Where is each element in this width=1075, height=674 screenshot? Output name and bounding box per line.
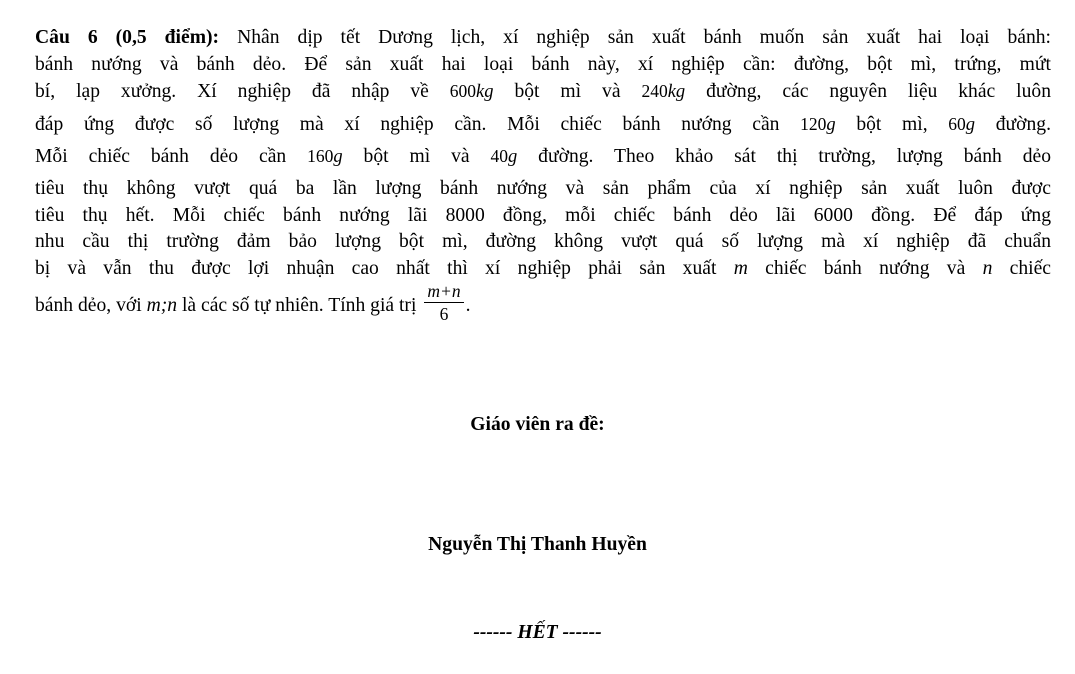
fraction-expression xyxy=(424,280,463,325)
question-line: bí, lạp xưởng. Xí nghiệp đã nhập về 600kg bột mì và 240kg đường, các nguyên liệu khác luôn xyxy=(35,81,1052,103)
question-line: Câu 6 (0,5 điểm): Nhân dịp tết Dương lịch, xí nghiệp sản xuất bánh muốn sản xuất hai loại bánh: xyxy=(35,27,1051,48)
fraction-denominator: 6 xyxy=(439,304,449,325)
teacher-name: Nguyễn Thị Thanh Huyền xyxy=(428,534,647,555)
question-line: bánh dẻo, với m;n là các số tự nhiên. Tính giá trị $\frac{m+n}{6}$ . xyxy=(35,281,471,325)
question-line: bị và vẫn thu được lợi nhuận cao nhất thì xí nghiệp phải sản xuất m chiếc bánh nướng và n chiếc xyxy=(35,257,1051,279)
end-mark: ------ HẾT ------ xyxy=(473,622,602,643)
question-line: tiêu thụ hết. Mỗi chiếc bánh nướng lãi 8000 đồng, mỗi chiếc bánh dẻo lãi 6000 đồng. Để đáp ứng xyxy=(35,204,1051,226)
question-line: bánh nướng và bánh dẻo. Để sản xuất hai loại bánh này, xí nghiệp cần: đường, bột mì, trứng, mứt xyxy=(35,53,1051,75)
question-line: Mỗi chiếc bánh dẻo cần 160g bột mì và 40g đường. Theo khảo sát thị trường, lượng bánh dẻo xyxy=(35,146,1052,168)
question-line: nhu cầu thị trường đảm bảo lượng bột mì, đường không vượt quá số lượng mà xí nghiệp đã chuẩn xyxy=(35,231,1051,253)
fraction-numerator: m+n xyxy=(427,281,461,302)
question-line: tiêu thụ không vượt quá ba lần lượng bánh nướng và sản phẩm của xí nghiệp sản xuất luôn được xyxy=(35,177,1051,199)
question-label: Câu 6 (0,5 điểm): xyxy=(35,27,220,48)
question-line: đáp ứng được số lượng mà xí nghiệp cần. Mỗi chiếc bánh nướng cần 120g bột mì, 60g đường. xyxy=(35,113,1051,135)
teacher-label: Giáo viên ra đề: xyxy=(470,414,605,435)
question-6 xyxy=(35,25,1051,329)
